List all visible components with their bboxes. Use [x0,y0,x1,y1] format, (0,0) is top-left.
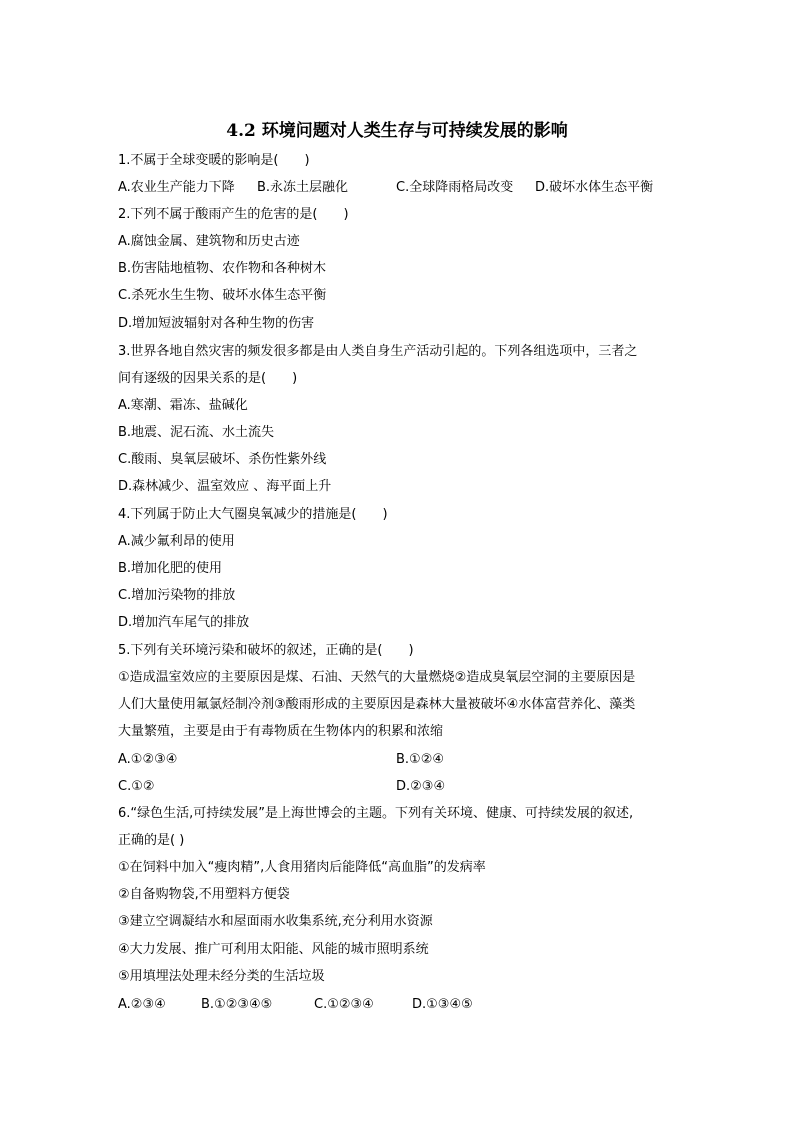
q2-option-c: C.杀死水生生物、破坏水体生态平衡 [118,288,327,303]
q6-statement-2: ②自备购物袋,不用塑料方便袋 [118,887,290,902]
q5-statement-line1: ①造成温室效应的主要原因是煤、石油、天然气的大量燃烧②造成臭氧层空洞的主要原因是 [118,670,636,685]
q6-option-b: B.①②③④⑤ [201,997,273,1012]
q5-option-a: A.①②③④ [118,752,178,767]
q6-option-c: C.①②③④ [314,997,374,1012]
q6-statement-1: ①在饲料中加入“瘦肉精”,人食用猪肉后能降低“高血脂”的发病率 [118,860,486,875]
q6-option-d: D.①③④⑤ [412,997,473,1012]
q4-option-a: A.减少氟利昂的使用 [118,534,235,549]
q1-option-c: C.全球降雨格局改变 [396,180,514,195]
q3-option-d: D.森林减少、温室效应 、海平面上升 [118,479,332,494]
question-4-stem: 4.下列属于防止大气圈臭氧减少的措施是( ) [118,507,388,522]
question-6-stem-line1: 6.“绿色生活,可持续发展”是上海世博会的主题。下列有关环境、健康、可持续发展的叙述, [118,806,634,821]
q1-option-d: D.破坏水体生态平衡 [535,180,654,195]
q2-option-b: B.伤害陆地植物、农作物和各种树木 [118,261,327,276]
q6-statement-5: ⑤用填埋法处理未经分类的生活垃圾 [118,969,325,984]
question-2-stem: 2.下列不属于酸雨产生的危害的是( ) [118,207,349,222]
page-title: 4.2 环境问题对人类生存与可持续发展的影响 [226,121,568,141]
q5-statement-line2: 人们大量使用氟氯烃制冷剂③酸雨形成的主要原因是森林大量被破坏④水体富营养化、藻类 [118,697,636,712]
q6-statement-3: ③建立空调凝结水和屋面雨水收集系统,充分利用水资源 [118,914,433,929]
q2-option-a: A.腐蚀金属、建筑物和历史古迹 [118,234,300,249]
q1-option-a: A.农业生产能力下降 [118,180,235,195]
q2-option-d: D.增加短波辐射对各种生物的伤害 [118,316,315,331]
q3-option-b: B.地震、泥石流、水土流失 [118,425,275,440]
question-5-stem: 5.下列有关环境污染和破坏的叙述，正确的是( ) [118,643,414,658]
q5-option-d: D.②③④ [396,779,446,794]
question-3-stem-line2: 间有逐级的因果关系的是( ) [118,371,298,386]
q3-option-c: C.酸雨、臭氧层破坏、杀伤性紫外线 [118,452,327,467]
q4-option-c: C.增加污染物的排放 [118,588,236,603]
question-6-stem-line2: 正确的是( ) [118,833,185,848]
question-3-stem-line1: 3.世界各地自然灾害的频发很多都是由人类自身生产活动引起的。下列各组选项中，三者之 [118,344,638,359]
q5-option-c: C.①② [118,779,155,794]
question-1-stem: 1.不属于全球变暖的影响是( ) [118,153,310,168]
q5-statement-line3: 大量繁殖，主要是由于有毒物质在生物体内的积累和浓缩 [118,724,444,739]
q4-option-b: B.增加化肥的使用 [118,561,223,576]
q1-option-b: B.永冻土层融化 [257,180,349,195]
q3-option-a: A.寒潮、霜冻、盐碱化 [118,398,248,413]
q4-option-d: D.增加汽车尾气的排放 [118,615,250,630]
q5-option-b: B.①②④ [396,752,445,767]
q6-option-a: A.②③④ [118,997,166,1012]
q6-statement-4: ④大力发展、推广可利用太阳能、风能的城市照明系统 [118,942,429,957]
